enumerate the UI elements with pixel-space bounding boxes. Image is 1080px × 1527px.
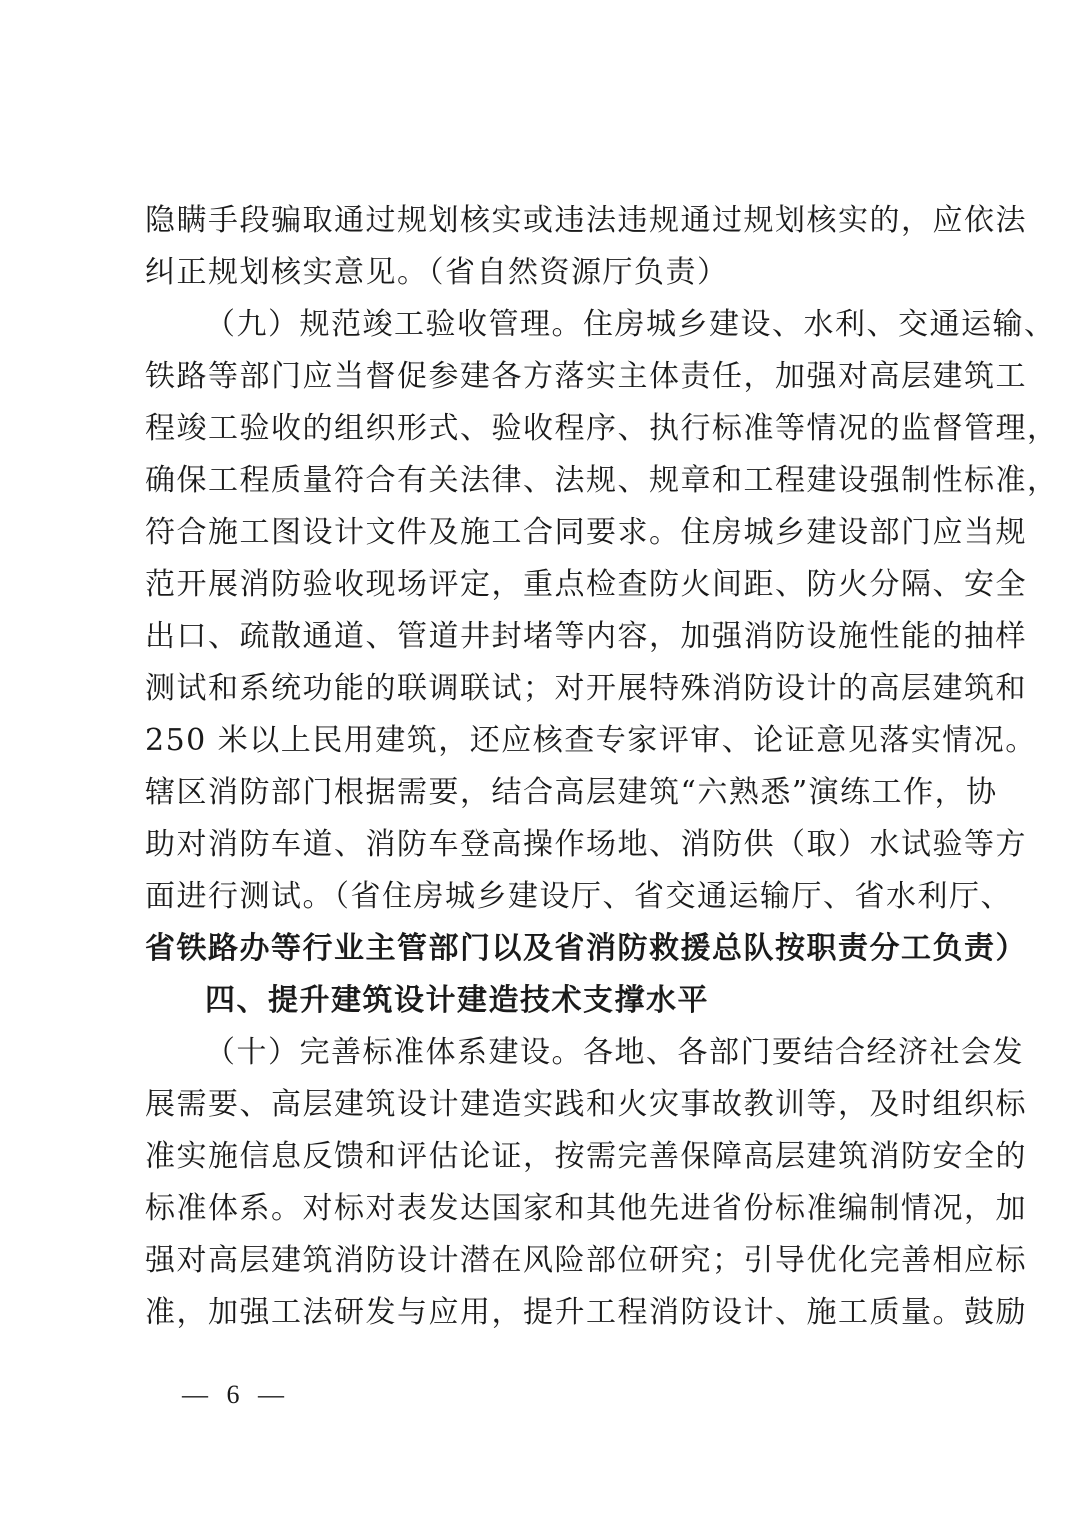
text-line: 程竣工验收的组织形式、验收程序、执行标准等情况的监督管理， (145, 411, 1059, 446)
text-line: 展需要、高层建筑设计建造实践和火灾事故教训等，及时组织标 (145, 1087, 1027, 1122)
text-line: 范开展消防验收现场评定，重点检查防火间距、防火分隔、安全 (145, 567, 1027, 602)
text-line: 铁路等部门应当督促参建各方落实主体责任，加强对高层建筑工 (145, 359, 1027, 394)
text-line: 准实施信息反馈和评估论证，按需完善保障高层建筑消防安全的 (145, 1139, 1027, 1174)
text-line: 辖区消防部门根据需要，结合高层建筑“六熟悉”演练工作，协 (145, 775, 998, 810)
text-line: 确保工程质量符合有关法律、法规、规章和工程建设强制性标准， (145, 463, 1059, 498)
responsibility-line: 省铁路办等行业主管部门以及省消防救援总队按职责分工负责） (145, 931, 1027, 966)
text-line: 测试和系统功能的联调联试；对开展特殊消防设计的高层建筑和 (145, 671, 1027, 706)
text-line: 标准体系。对标对表发达国家和其他先进省份标准编制情况，加 (145, 1191, 1027, 1226)
section-four-heading: 四、提升建筑设计建造技术支撑水平 (205, 983, 709, 1018)
text-line: 准，加强工法研发与应用，提升工程消防设计、施工质量。鼓励 (145, 1295, 1027, 1330)
text-line: 面进行测试。（省住房城乡建设厅、省交通运输厅、省水利厅、 (145, 879, 1012, 914)
page-number: — 6 — (182, 1380, 290, 1409)
document-body (145, 195, 1059, 1339)
text-line: 出口、疏散通道、管道井封堵等内容，加强消防设施性能的抽样 (145, 619, 1027, 654)
section-ten-line: （十）完善标准体系建设。各地、各部门要结合经济社会发 (205, 1035, 1024, 1070)
section-nine-line: （九）规范竣工验收管理。住房城乡建设、水利、交通运输、 (205, 307, 1056, 342)
text-line: 250 米以上民用建筑，还应核查专家评审、论证意见落实情况。 (145, 723, 1037, 758)
text-line: 强对高层建筑消防设计潜在风险部位研究；引导优化完善相应标 (145, 1243, 1027, 1278)
text-line: 隐瞒手段骗取通过规划核实或违法违规通过规划核实的，应依法 (145, 203, 1027, 238)
text-line: 符合施工图设计文件及施工合同要求。住房城乡建设部门应当规 (145, 515, 1027, 550)
text-line: 纠正规划核实意见。（省自然资源厅负责） (145, 255, 729, 290)
text-line: 助对消防车道、消防车登高操作场地、消防供（取）水试验等方 (145, 827, 1027, 862)
